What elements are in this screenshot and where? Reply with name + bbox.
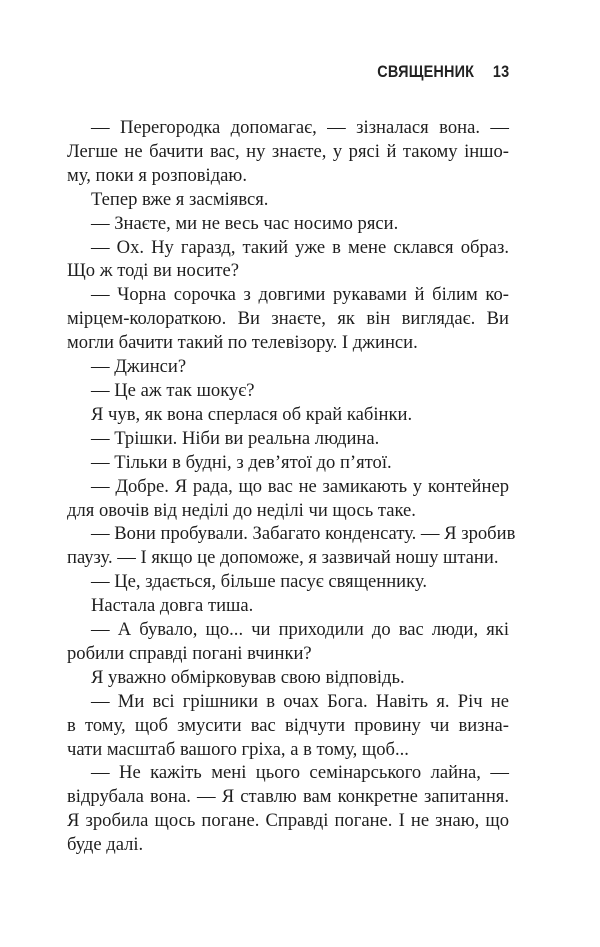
text-line: відрубала вона. — Я ставлю вам конкретне запитання. <box>67 786 509 808</box>
paragraph <box>67 594 509 618</box>
paragraph <box>67 761 509 857</box>
text-line: Я уважно обмірковував свою відповідь. <box>91 666 405 688</box>
text-line: робили справді погані вчинки? <box>67 642 312 664</box>
text-line: Настала довга тиша. <box>91 595 254 617</box>
running-header <box>377 62 509 82</box>
text-line: — Добре. Я рада, що вас не замикають у контейнер <box>91 475 509 497</box>
paragraph <box>67 283 509 355</box>
text-line: для овочів від неділі до неділі чи щось таке. <box>67 499 416 521</box>
paragraph <box>67 522 516 570</box>
text-line: буде далі. <box>67 834 144 856</box>
paragraph <box>67 570 509 594</box>
text-line: чати масштаб вашого гріха, а в тому, щоб... <box>67 738 409 760</box>
paragraph <box>67 355 509 379</box>
text-line: му, поки я розповідаю. <box>67 164 247 186</box>
paragraph <box>67 666 509 690</box>
text-line: Я чув, як вона сперлася об край кабінки. <box>91 403 413 425</box>
text-line: могли бачити такий по телевізору. І джинси. <box>67 332 418 354</box>
text-line: — Не кажіть мені цього семінарського лайна, — <box>91 762 509 784</box>
paragraph <box>67 475 509 523</box>
text-line: — Це, здається, більше пасує священнику. <box>91 571 427 593</box>
paragraph <box>67 690 509 762</box>
text-line: — Перегородка допомагає, — зізналася вона. — <box>91 117 509 138</box>
paragraph <box>67 403 509 427</box>
text-line: — Знаєте, ми не весь час носимо ряси. <box>91 212 399 234</box>
text-line: — Трішки. Ніби ви реальна людина. <box>91 427 380 449</box>
page-number: 13 <box>492 62 509 81</box>
text-line: — Ох. Ну гаразд, такий уже в мене склався образ. <box>91 236 509 258</box>
paragraph <box>67 116 509 188</box>
paragraph <box>67 427 509 451</box>
text-line: Легше не бачити вас, ну знаєте, у рясі й такому іншо- <box>67 140 509 162</box>
running-title: СВЯЩЕННИК <box>377 62 474 81</box>
body-text <box>67 116 516 857</box>
text-line: — Ми всі грішники в очах Бога. Навіть я. Річ не <box>91 690 509 712</box>
text-line: в тому, щоб змусити вас відчути провину чи визна- <box>67 714 509 736</box>
paragraph <box>67 451 509 475</box>
text-line: — Тільки в будні, з дев’ятої до п’ятої. <box>91 451 392 473</box>
paragraph <box>67 212 509 236</box>
text-line: — Вони пробували. Забагато конденсату. — Я зробив <box>91 523 516 545</box>
text-line: — А бувало, що... чи приходили до вас люди, які <box>91 619 509 641</box>
text-line: паузу. — І якщо це допоможе, я зазвичай ношу штани. <box>67 547 499 569</box>
text-line: — Це аж так шокує? <box>91 379 255 401</box>
paragraph <box>67 379 509 403</box>
paragraph <box>67 236 509 284</box>
paragraph <box>67 618 509 666</box>
text-line: — Чорна сорочка з довгими рукавами й білим ко- <box>91 284 509 306</box>
text-line: Я зробила щось погане. Справді погане. І не знаю, що <box>67 810 509 832</box>
text-line: — Джинси? <box>91 356 187 378</box>
text-line: Тепер вже я засміявся. <box>91 188 269 210</box>
text-line: мірцем-колораткою. Ви знаєте, як він виглядає. Ви <box>67 308 509 330</box>
paragraph <box>67 188 509 212</box>
text-line: Що ж тоді ви носите? <box>67 260 240 282</box>
